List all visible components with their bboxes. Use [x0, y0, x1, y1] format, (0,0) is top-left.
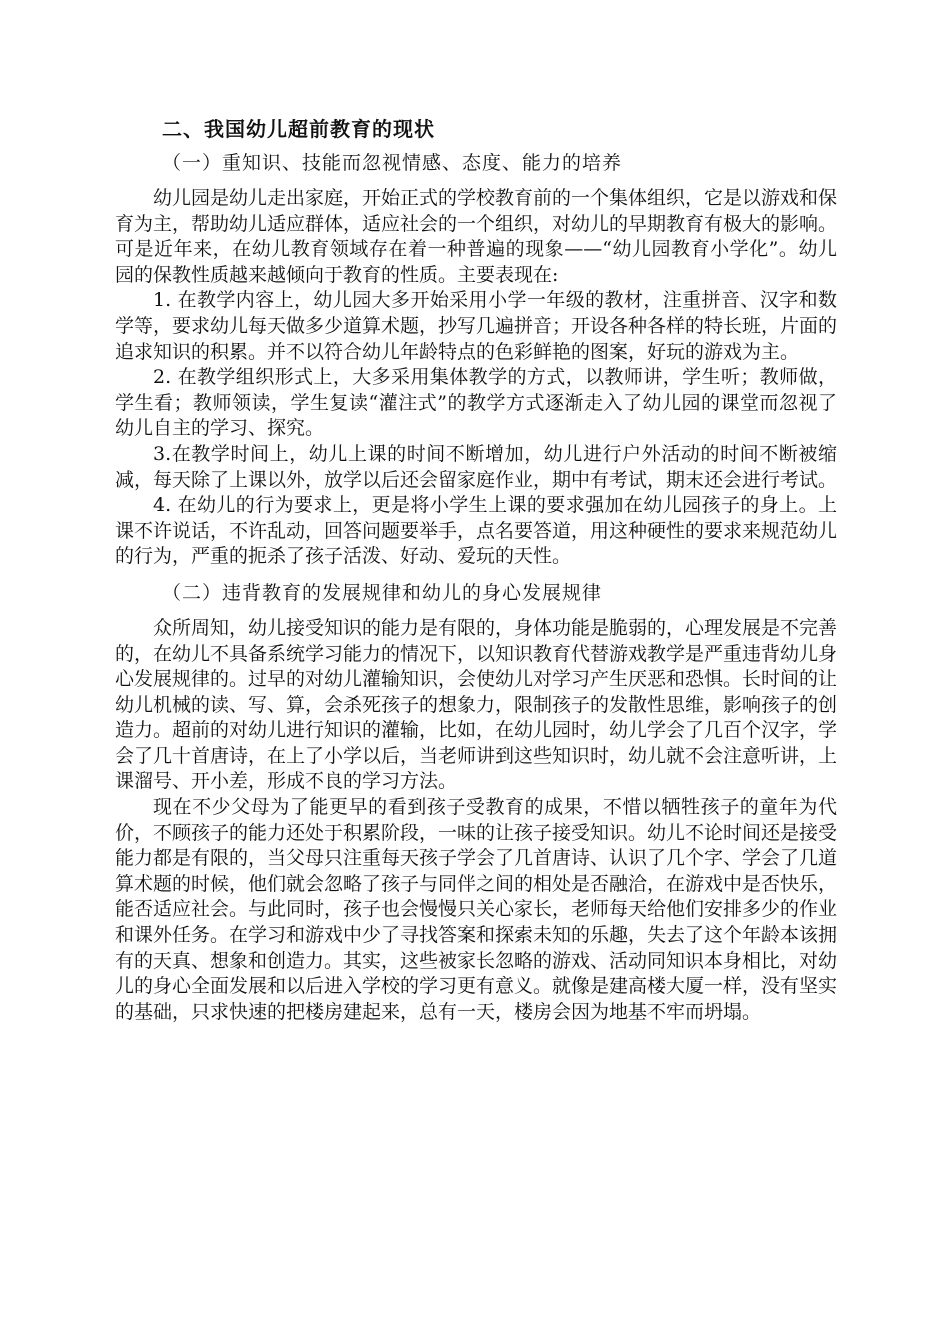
paragraph: 2. 在教学组织形式上，大多采用集体教学的方式，以教师讲，学生听；教师做，学生看；教师领读，学生复读“灌注式”的教学方式逐渐走入了幼儿园的课堂而忽视了幼儿自主的学习、探究。: [115, 366, 837, 440]
subsection-heading-2: （二）违背教育的发展规律和幼儿的身心发展规律: [162, 581, 603, 604]
paragraph: 1. 在教学内容上，幼儿园大多开始采用小学一年级的教材，注重拼音、汉字和数学等，要求幼儿每天做多少道算术题，抄写几遍拼音；开设各种各样的特长班，片面的追求知识的积累。并不以符合幼儿年龄特点的色彩鲜艳的图案，好玩的游戏为主。: [115, 289, 838, 363]
paragraph: 众所周知，幼儿接受知识的能力是有限的，身体功能是脆弱的，心理发展是不完善的，在幼儿不具备系统学习能力的情况下，以知识教育代替游戏教学是严重违背幼儿身心发展规律的。过早的对幼儿灌输知识，会使幼儿对学习产生厌恶和恐惧。长时间的让幼儿机械的读、写、算，会杀死孩子的想象力，限制孩子的发散性思维，影响孩子的创造力。超前的对幼儿进行知识的灌输，比如，在幼儿园时，幼儿学会了几百个汉字，学会了几十首唐诗，在上了小学以后，当老师讲到这些知识时，幼儿就不会注意听讲，上课溜号、开小差，形成不良的学习方法。: [115, 616, 838, 793]
section-title: 二、我国幼儿超前教育的现状: [162, 117, 435, 141]
paragraph: 现在不少父母为了能更早的看到孩子受教育的成果，不惜以牺牲孩子的童年为代价，不顾孩子的能力还处于积累阶段，一味的让孩子接受知识。幼儿不论时间还是接受能力都是有限的，当父母只注重每天孩子学会了几首唐诗、认识了几个字、学会了几道算术题的时候，他们就会忽略了孩子与同伴之间的相处是否融洽，在游戏中是否快乐，能否适应社会。与此同时，孩子也会慢慢只关心家长，老师每天给他们安排多少的作业和课外任务。在学习和游戏中少了寻找答案和探索未知的乐趣，失去了这个年龄本该拥有的天真、想象和创造力。其实，这些被家长忽略的游戏、活动同知识本身相比，对幼儿的身心全面发展和以后进入学校的学习更有意义。就像是建高楼大厦一样，没有坚实的基础，只求快速的把楼房建起来，总有一天，楼房会因为地基不牢而坍塌。: [115, 796, 838, 1023]
subsection-heading-1: （一）重知识、技能而忽视情感、态度、能力的培养: [162, 152, 623, 174]
paragraph: 4. 在幼儿的行为要求上，更是将小学生上课的要求强加在幼儿园孩子的身上。上课不许说话，不许乱动，回答问题要举手，点名要答道，用这种硬性的要求来规范幼儿的行为，严重的扼杀了孩子活泼、好动、爱玩的天性。: [115, 494, 838, 568]
document-body: [115, 112, 837, 1025]
paragraph: 3.在教学时间上，幼儿上课的时间不断增加，幼儿进行户外活动的时间不断被缩减，每天除了上课以外，放学以后还会留家庭作业，期中有考试，期末还会进行考试。: [115, 442, 838, 491]
paragraph: 幼儿园是幼儿走出家庭，开始正式的学校教育前的一个集体组织，它是以游戏和保育为主，帮助幼儿适应群体，适应社会的一个组织，对幼儿的早期教育有极大的影响。可是近年来，在幼儿教育领域存在着一种普遍的现象——“幼儿园教育小学化”。幼儿园的保教性质越来越倾向于教育的性质。主要表现在:: [115, 187, 838, 286]
